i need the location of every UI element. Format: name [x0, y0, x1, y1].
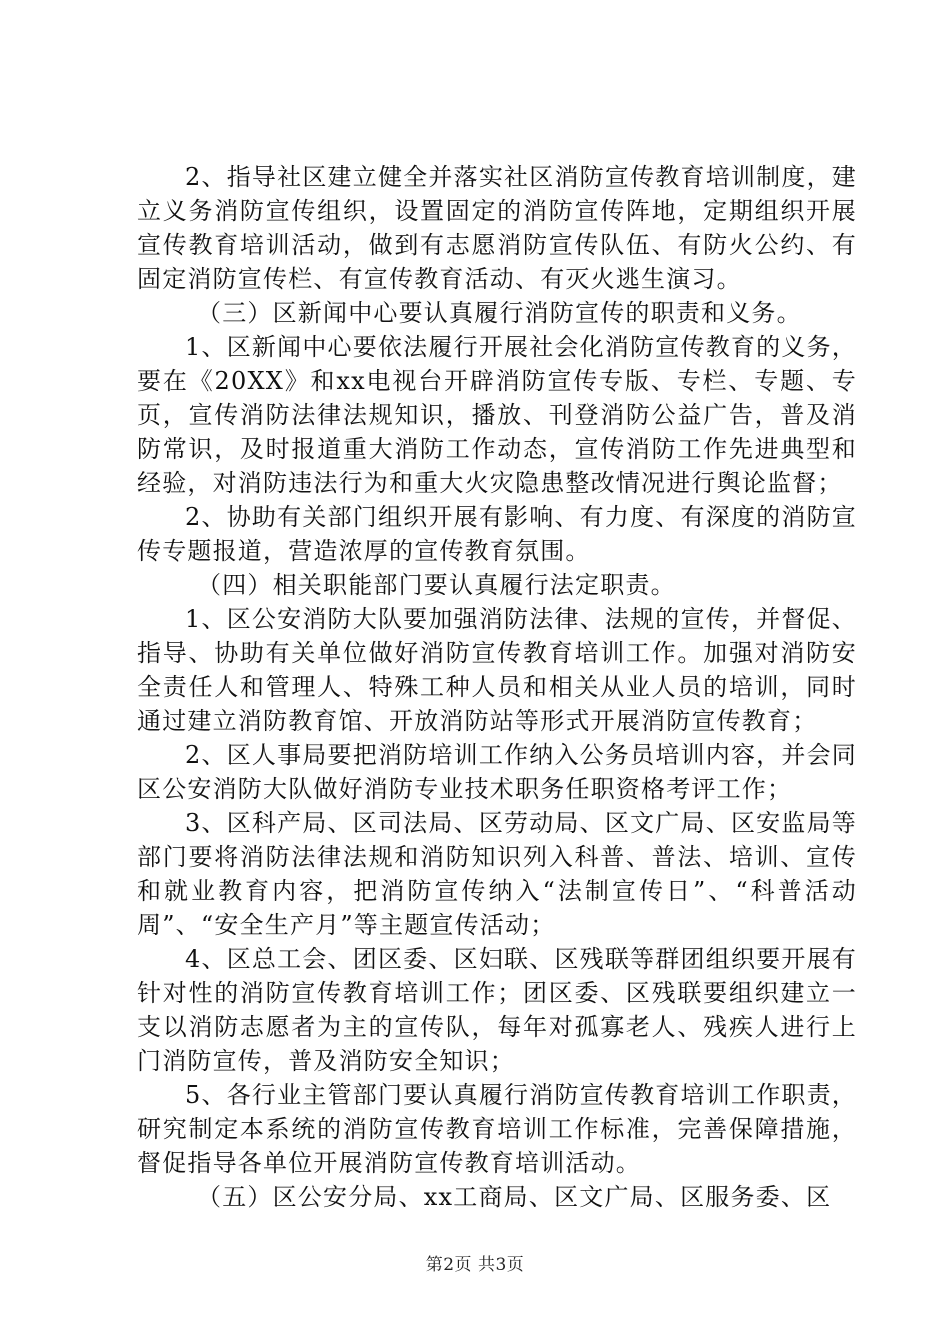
paragraph-item-2-reporting: 2、协助有关部门组织开展有影响、有力度、有深度的消防宣传专题报道，营造浓厚的宣传教育氛围。: [137, 503, 857, 565]
section-heading-3: （三）区新闻中心要认真履行消防宣传的职责和义务。: [197, 299, 802, 327]
page-number-footer: 第2页 共3页: [425, 1255, 525, 1275]
paragraph-item-1-news-center: 1、区新闻中心要依法履行开展社会化消防宣传教育的义务，要在《20XX》和xx电视台开辟消防宣传专版、专栏、专题、专页，宣传消防法律法规知识，播放、刊登消防公益广告，普及消防常识，及时报道重大消防工作动态，宣传消防工作先进典型和经验，对消防违法行为和重大火灾隐患整改情况进行舆论监督；: [137, 333, 857, 497]
paragraph-item-2-personnel: 2、区人事局要把消防培训工作纳入公务员培训内容，并会同区公安消防大队做好消防专业技术职务任职资格考评工作；: [137, 741, 857, 803]
paragraph-item-3-departments: 3、区科产局、区司法局、区劳动局、区文广局、区安监局等部门要将消防法律法规和消防知识列入科普、普法、培训、宣传和就业教育内容，把消防宣传纳入“法制宣传日”、“科普活动周”、“安全生产月”等主题宣传活动；: [137, 809, 857, 939]
paragraph-item-1-fire-brigade: 1、区公安消防大队要加强消防法律、法规的宣传，并督促、指导、协助有关单位做好消防宣传教育培训工作。加强对消防安全责任人和管理人、特殊工种人员和相关从业人员的培训，同时通过建立消防教育馆、开放消防站等形式开展消防宣传教育；: [137, 605, 857, 735]
paragraph-item-4-mass-organizations: 4、区总工会、团区委、区妇联、区残联等群团组织要开展有针对性的消防宣传教育培训工作；团区委、区残联要组织建立一支以消防志愿者为主的宣传队，每年对孤寡老人、残疾人进行上门消防宣传，普及消防安全知识；: [137, 945, 857, 1075]
paragraph-item-5-industry: 5、各行业主管部门要认真履行消防宣传教育培训工作职责，研究制定本系统的消防宣传教育培训工作标准，完善保障措施，督促指导各单位开展消防宣传教育培训活动。: [137, 1081, 857, 1177]
section-heading-4: （四）相关职能部门要认真履行法定职责。: [197, 571, 676, 599]
document-body: [137, 160, 857, 1214]
paragraph-item-2-community: 2、指导社区建立健全并落实社区消防宣传教育培训制度，建立义务消防宣传组织，设置固定的消防宣传阵地，定期组织开展宣传教育培训活动，做到有志愿消防宣传队伍、有防火公约、有固定消防宣传栏、有宣传教育活动、有灭火逃生演习。: [137, 163, 857, 293]
section-heading-5: （五）区公安分局、xx工商局、区文广局、区服务委、区: [197, 1183, 832, 1211]
